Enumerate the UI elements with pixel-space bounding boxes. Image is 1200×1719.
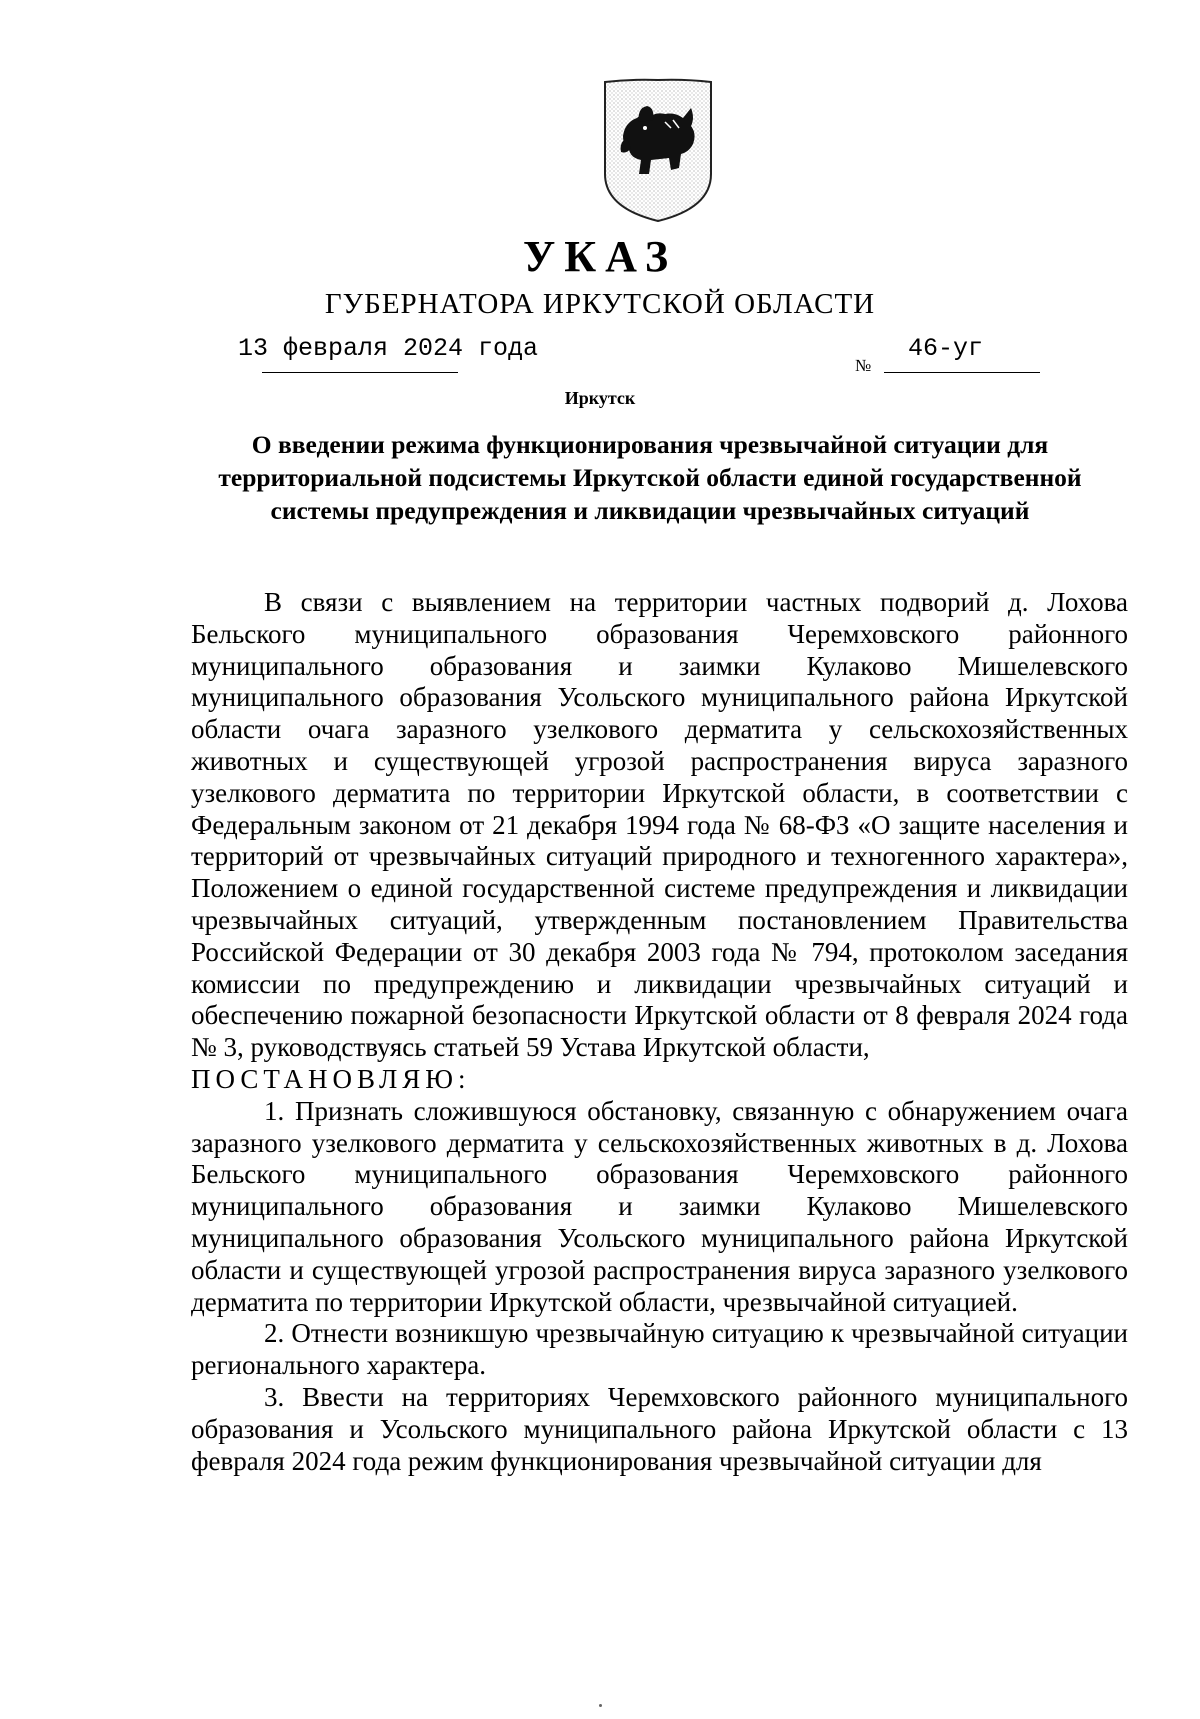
issue-city: Иркутск bbox=[564, 388, 636, 408]
preamble-paragraph: В связи с выявлением на территории частных подворий д. Лохова Бельского муниципального образования Черемховского районного муниципального образования и заимки Кулаково Мишелевского муниципального образования Усольского муниципального района Иркутской области очага заразного узелкового дерматита у сельскохозяйственных животных и существующей угрозой распространения вируса заразного узелкового дерматита по территории Иркутской области, в соответствии с Федеральным законом от 21 декабря 1994 года № 68-ФЗ «О защите населения и территорий от чрезвычайных ситуаций природного и техногенного характера», Положением о единой государственной системе предупреждения и ликвидации чрезвычайных ситуаций, утвержденным постановлением Правительства Российской Федерации от 30 декабря 2003 года № 794, протоколом заседания комиссии по предупреждению и ликвидации чрезвычайных ситуаций и обеспечению пожарной безопасности Иркутской области от 8 февраля 2024 года № 3, руководствуясь статьей 59 Устава Иркутской области, bbox=[191, 587, 1128, 1063]
decree-heading: О введении режима функционирования чрезвычайной ситуации для территориальной подсистемы Иркутской области единой государственной системы предупреждения и ликвидации чрезвычайных ситуаций bbox=[218, 430, 1082, 525]
decree-number: 46-уг bbox=[908, 334, 984, 363]
coat-of-arms-icon bbox=[601, 78, 715, 224]
number-underline bbox=[884, 372, 1040, 373]
number-label: № bbox=[855, 356, 872, 375]
issuer-subtitle: ГУБЕРНАТОРА ИРКУТСКОЙ ОБЛАСТИ bbox=[324, 288, 876, 320]
decree-date: 13 февраля 2024 года bbox=[238, 334, 539, 363]
decree-body bbox=[191, 587, 1128, 1477]
decree-word: ПОСТАНОВЛЯЮ: bbox=[191, 1063, 471, 1094]
scan-speck bbox=[599, 1704, 602, 1707]
document-type-title: УКАЗ bbox=[522, 232, 678, 281]
decree-item: 3. Ввести на территориях Черемховского районного муниципального образования и Усольского муниципального района Иркутской области с 13 февраля 2024 года режим функционирования чрезвычайной ситуации для bbox=[191, 1381, 1128, 1476]
decree-item: 1. Признать сложившуюся обстановку, связанную с обнаружением очага заразного узелкового дерматита у сельскохозяйственных животных в д. Лохова Бельского муниципального образования Черемховского районного муниципального образования и заимки Кулаково Мишелевского муниципального образования Усольского муниципального района Иркутской области и существующей угрозой распространения вируса заразного узелкового дерматита по территории Иркутской области, чрезвычайной ситуацией. bbox=[191, 1095, 1128, 1317]
date-underline bbox=[262, 372, 458, 373]
decree-item: 2. Отнести возникшую чрезвычайную ситуацию к чрезвычайной ситуации регионального характера. bbox=[191, 1318, 1128, 1381]
